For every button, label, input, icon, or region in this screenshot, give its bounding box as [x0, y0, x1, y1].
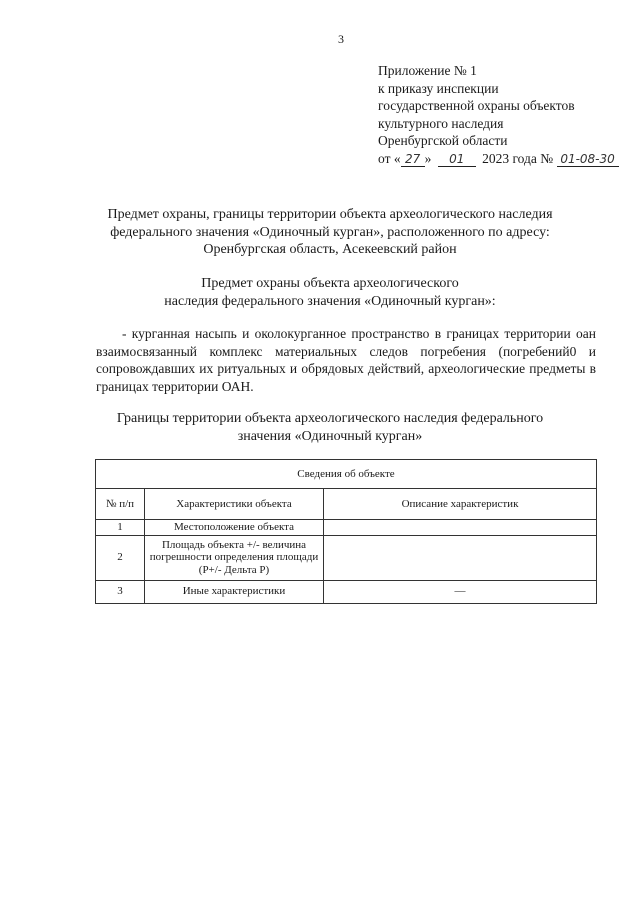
- row-characteristic: Площадь объекта +/- величина погрешности определения площади (Р+/- Дельта Р): [145, 535, 324, 580]
- row-number: 3: [96, 580, 145, 603]
- table-row: [96, 535, 597, 580]
- subject-paragraph: - курганная насыпь и околокурганное пространство в границах территории оан взаимосвязанный комплекс материальных следов погребения (погребений0 и сопровождавших их ритуальных и обрядовых действий, археологические предметы в границах территории ОАН.: [96, 326, 596, 394]
- document-title: [60, 206, 600, 259]
- appendix-line: к приказу инспекции: [378, 80, 499, 96]
- row-description: —: [324, 580, 597, 603]
- order-number: 01-08-30: [557, 153, 619, 167]
- date-prefix: от «: [378, 150, 401, 166]
- subject-heading-line: наследия федерального значения «Одиночный курган»:: [164, 293, 496, 309]
- boundaries-heading: [60, 410, 600, 445]
- appendix-line: Приложение № 1: [378, 63, 477, 78]
- column-header: Описание характеристик: [324, 489, 597, 520]
- order-day: 27: [401, 153, 425, 167]
- appendix-line: культурного наследия: [378, 115, 504, 131]
- appendix-line: государственной охраны объектов: [378, 98, 575, 113]
- subject-heading: [60, 275, 600, 310]
- title-line: Предмет охраны, границы территории объекта археологического наследия: [107, 207, 553, 222]
- date-close: »: [424, 150, 432, 166]
- row-characteristic: Иные характеристики: [145, 580, 324, 603]
- row-description: [324, 535, 597, 580]
- row-description: [324, 520, 597, 536]
- appendix-line: Оренбургской области: [378, 133, 508, 148]
- row-number: 2: [96, 535, 145, 580]
- column-header: № п/п: [96, 489, 145, 520]
- row-number: 1: [96, 520, 145, 536]
- boundaries-heading-line: Границы территории объекта археологического наследия федерального: [116, 411, 544, 426]
- title-line: федерального значения «Одиночный курган», расположенного по адресу:: [110, 224, 550, 240]
- order-month: 01: [438, 153, 476, 167]
- subject-heading-line: Предмет охраны объекта археологического: [201, 276, 459, 291]
- appendix-header: [378, 62, 619, 167]
- row-characteristic: Местоположение объекта: [145, 520, 324, 536]
- table-row: [96, 580, 597, 603]
- column-header: Характеристики объекта: [145, 489, 324, 520]
- title-line: Оренбургская область, Асекеевский район: [203, 242, 457, 257]
- order-date-line: [378, 150, 619, 168]
- page-number: 3: [338, 32, 344, 46]
- boundaries-heading-line: значения «Одиночный курган»: [237, 428, 423, 444]
- table-row: [96, 520, 597, 536]
- object-info-table: [95, 459, 597, 604]
- table-caption: Сведения об объекте: [96, 460, 597, 489]
- order-year: 2023 года №: [482, 150, 554, 166]
